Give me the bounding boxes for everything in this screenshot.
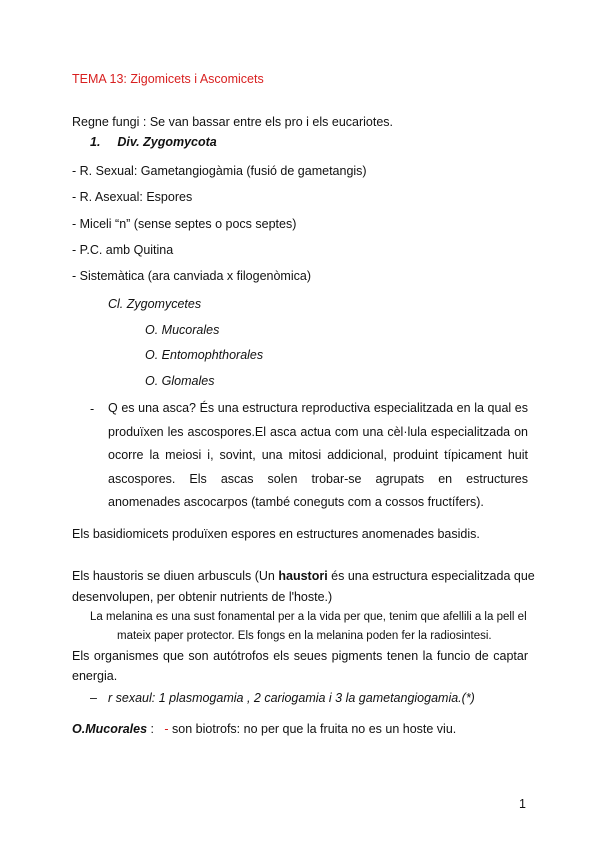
order-entomophthorales: O. Entomophthorales [145, 348, 264, 362]
basidio-text: Els basidiomicets produïxen espores en estructures anomenades basidis. [72, 527, 480, 541]
division-heading [90, 134, 217, 150]
asca-dash: - [90, 402, 95, 416]
mucorales-dash: - [164, 722, 169, 736]
autotrofs-line-2: energia. [72, 669, 118, 683]
haustoris-line-1 [72, 568, 535, 584]
division-number: 1. [90, 135, 101, 149]
bullet-pc: - P.C. amb Quitina [72, 243, 174, 257]
order-mucorales: O. Mucorales [145, 323, 220, 337]
bullet-sexual: - R. Sexual: Gametangiogàmia (fusió de gametangis) [72, 164, 367, 178]
melanina-line-1: La melanina es una sust fonamental per a la vida per que, tenim que afellili a la pell el [90, 611, 527, 623]
mucorales-text: son biotrofs: no per que la fruita no es un hoste viu. [168, 722, 457, 736]
autotrofs-line-1: Els organismes que son autótrofos els seues pigments tenen la funcio de captar [72, 649, 528, 663]
page-number: 1 [519, 797, 526, 811]
asca-paragraph: Q es una asca? És una estructura reproductiva especialitzada en la qual es produïxen les ascospores.El asca actua com una cèl·lula especialitzada on ocorre la meiosi i, sovint, una mitosi addicional, produint típicament huit ascospores. Els ascas solen trobar-se agrupats en estructures anomenades ascocarpos (també coneguts com a cossos fructífers). [108, 401, 528, 509]
haustoris-text-b: és una estructura especialitzada que [327, 569, 535, 583]
melanina-line-2: mateix paper protector. Els fongs en la melanina poden fer la radiosintesi. [117, 630, 492, 642]
mucorales-note [72, 721, 456, 737]
intro-text: Regne fungi : Se van bassar entre els pro i els eucariotes. [72, 115, 394, 129]
page-title: TEMA 13: Zigomicets i Ascomicets [72, 72, 264, 86]
order-glomales: O. Glomales [145, 374, 215, 388]
haustoris-text-a: Els haustoris se diuen arbusculs (Un [72, 569, 279, 583]
bullet-sistematica: - Sistemàtica (ara canviada x filogenòmica) [72, 269, 311, 283]
rsexual-dash: – [90, 691, 97, 705]
class-name: Cl. Zygomycetes [108, 297, 202, 311]
mucorales-label: O.Mucorales [72, 722, 148, 736]
bullet-asexual: - R. Asexual: Espores [72, 190, 193, 204]
haustoris-line-2: desenvolupen, per obtenir nutrients de l'hoste.) [72, 590, 333, 604]
mucorales-colon: : [147, 722, 165, 736]
bullet-miceli: - Miceli “n” (sense septes o pocs septes) [72, 217, 297, 231]
haustori-term: haustori [278, 569, 328, 583]
division-name: Div. Zygomycota [117, 135, 217, 149]
rsexual-text: r sexaul: 1 plasmogamia , 2 cariogamia i 3 la gametangiogamia.(*) [108, 691, 475, 705]
